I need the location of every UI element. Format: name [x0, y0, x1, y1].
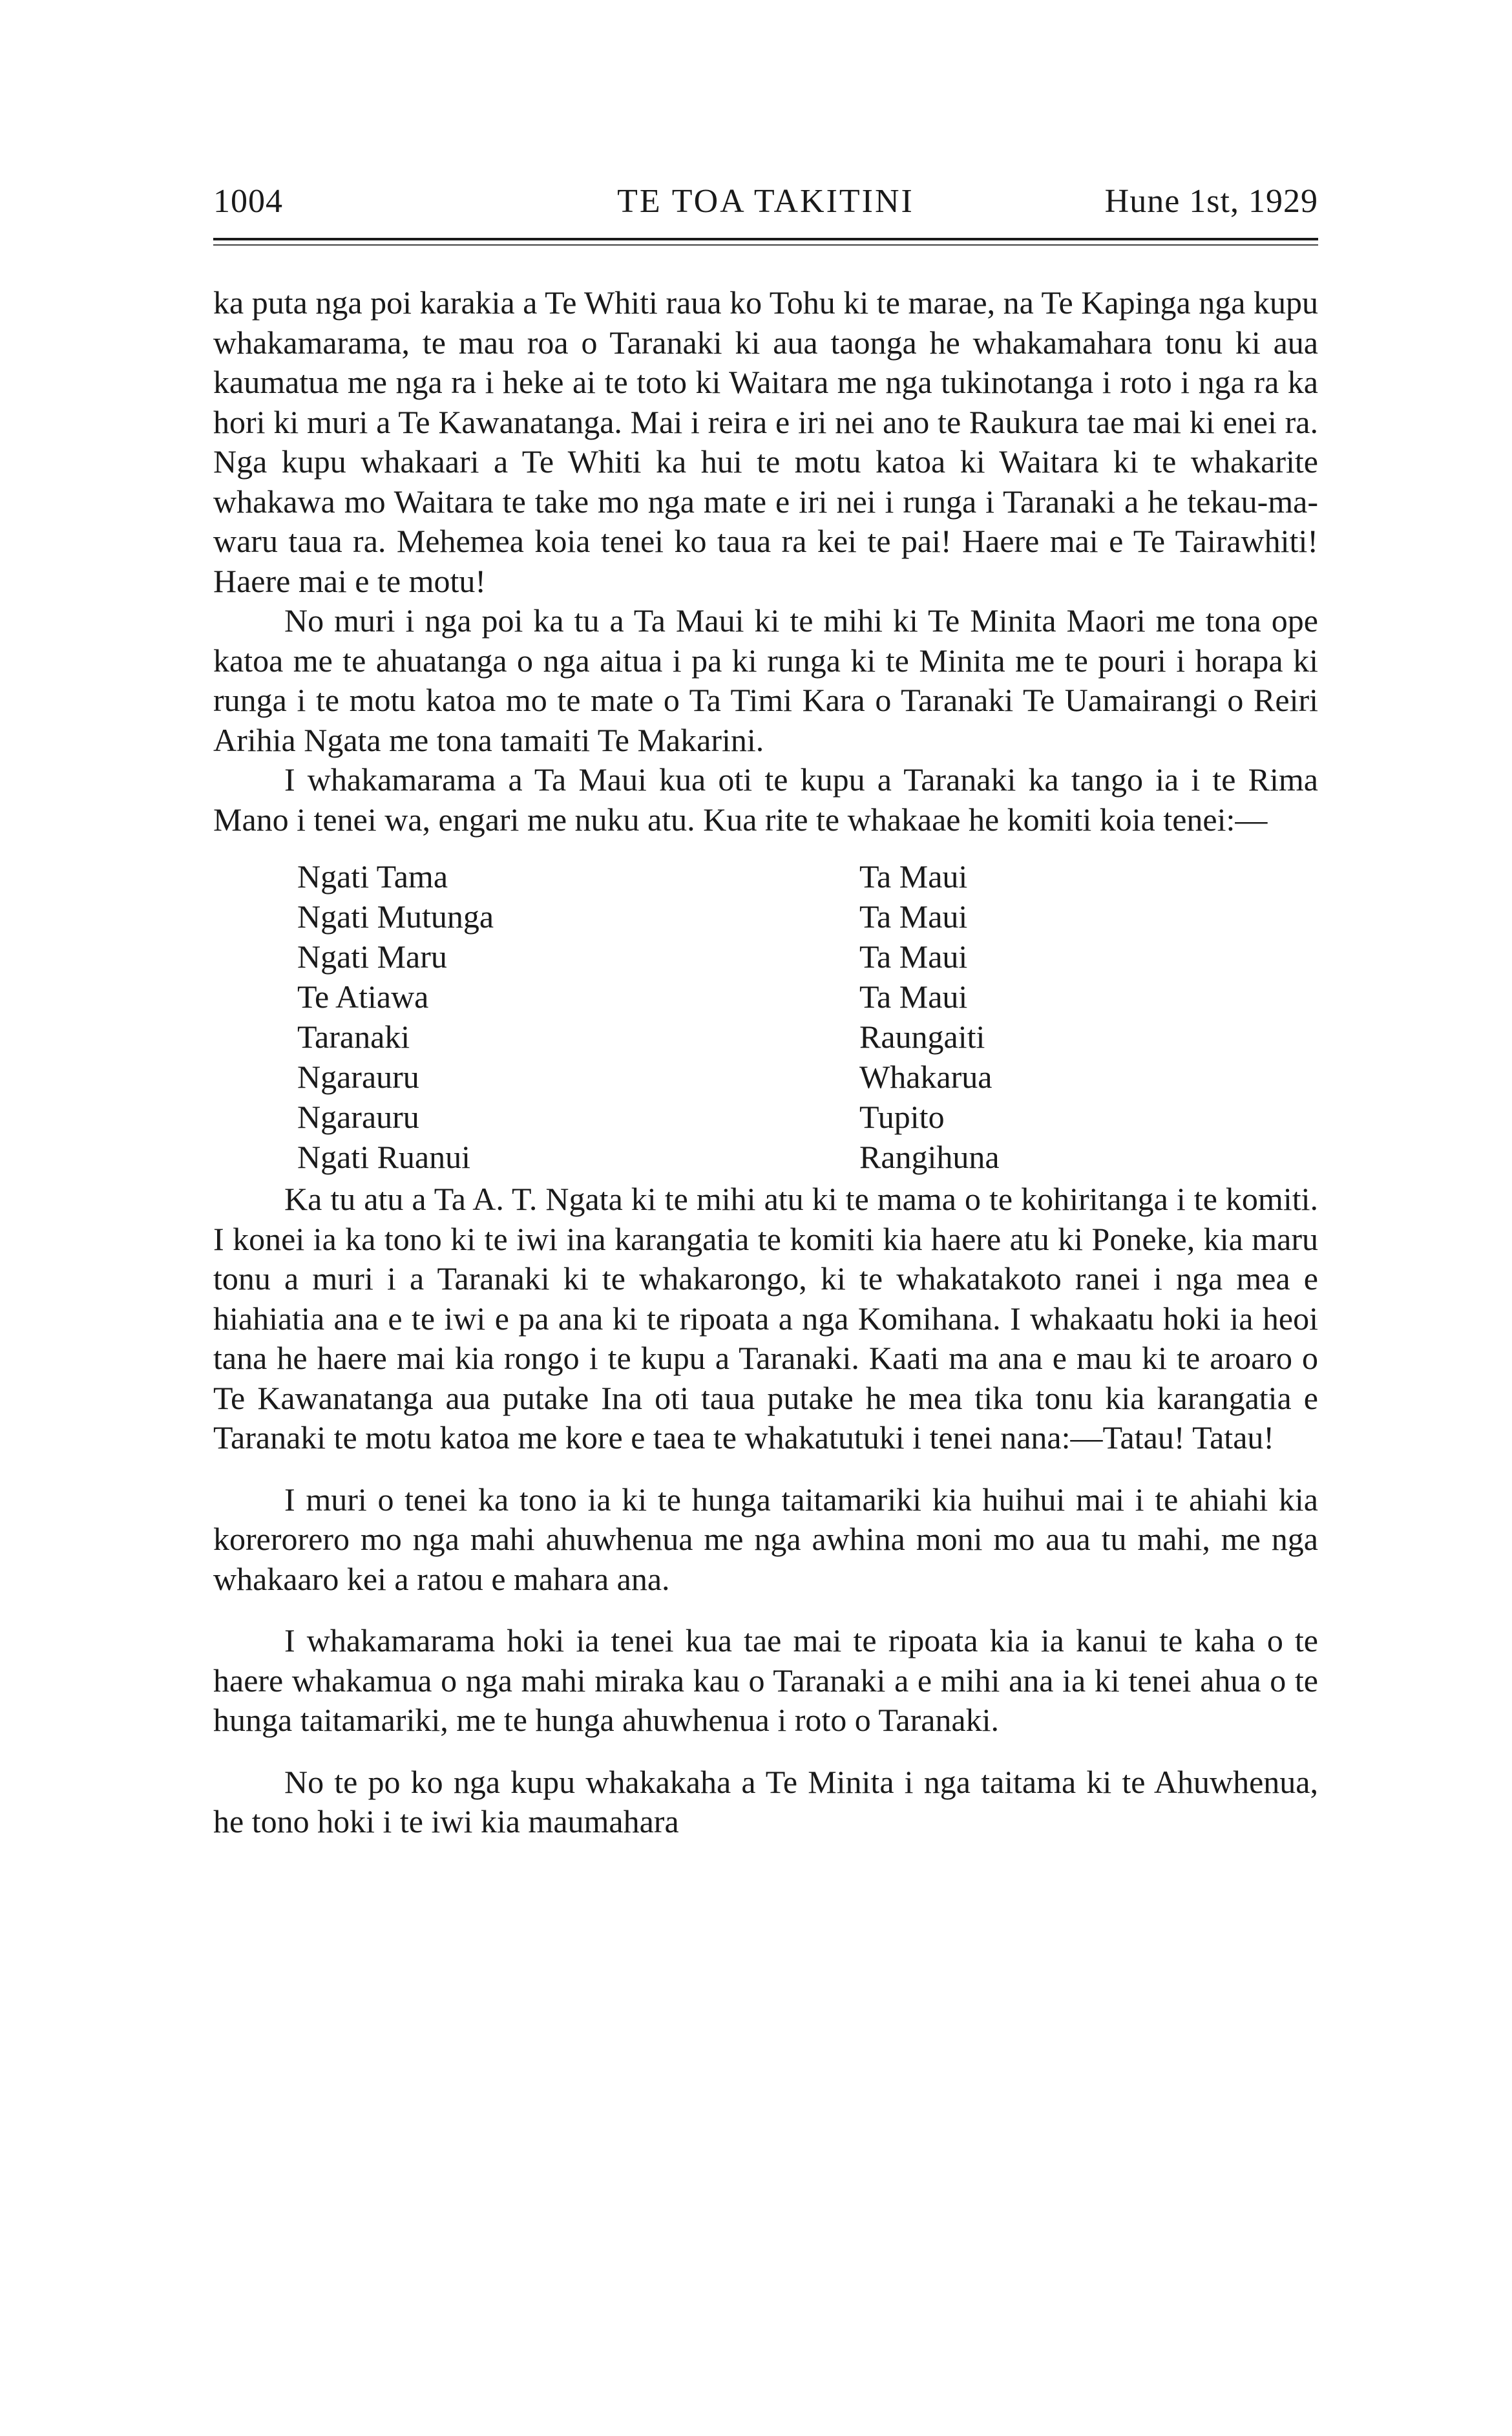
tribe-name: Ngati Tama [297, 858, 448, 895]
tribe-name: Ngati Ruanui [297, 1139, 471, 1175]
committee-row [213, 977, 1318, 1017]
paragraph: No te po ko nga kupu whakakaha a Te Minita i nga taitama ki te Ahuwhenua, he tono hoki i te iwi kia maumahara [213, 1763, 1318, 1839]
committee-row [213, 1137, 1318, 1177]
tribe-name: Ngati Maru [297, 938, 447, 975]
paragraph: I whakamarama hoki ia tenei kua tae mai te ripoata kia ia kanui te kaha o te haere whakamua o nga mahi miraka kau o Taranaki a e mihi ana ia ki tenei ahua o te hunga taitamariki, me te hunga ahuwhenua i roto o Taranaki. [213, 1622, 1318, 1738]
journal-title: TE TOA TAKITINI [617, 183, 914, 220]
article-body [213, 283, 1318, 1842]
committee-row [213, 1097, 1318, 1137]
committee-list [213, 856, 1318, 1177]
paragraph: I muri o tenei ka tono ia ki te hunga taitamariki kia huihui mai i te ahiahi kia korerorero mo nga mahi ahuwhenua me nga awhina moni mo aua tu mahi, me nga whakaaro kei a ratou e mahara ana. [213, 1481, 1318, 1597]
paragraph: No muri i nga poi ka tu a Ta Maui ki te mihi ki Te Minita Maori me tona ope katoa me te ahuatanga o nga aitua i pa ki runga ki te Minita me te pouri i horapa ki runga i te motu katoa mo te mate o Ta Timi Kara o Taranaki Te Uamairangi o Reiri Arihia Ngata me tona tamaiti Te Makarini. [213, 602, 1318, 758]
paragraph: Ka tu atu a Ta A. T. Ngata ki te mihi atu ki te mama o te kohiritanga i te komiti. I konei ia ka tono ki te iwi ina karangatia te komiti kia haere atu ki Poneke, kia maru tonu a muri i a Taranaki ki te whakarongo, ki te whakatakoto ranei i nga mea e hiahiatia ana e te iwi e pa ana ki te ripoata a nga Komihana. I whakaatu hoki ia heoi tana he haere mai kia rongo i te kupu a Taranaki. Kaati ma ana e mau ki te aroaro o Te Kawanatanga aua putake Ina oti taua putake he mea tika tonu kia karangatia e Taranaki te motu katoa me kore e taea te whakatutuki i tenei nana:—Tatau! Tatau! [213, 1181, 1318, 1456]
header-rule [213, 238, 1318, 240]
committee-member: Rangihuna [859, 1139, 1000, 1175]
committee-member: Ta Maui [859, 858, 968, 895]
committee-member: Ta Maui [859, 898, 968, 935]
committee-member: Tupito [859, 1099, 945, 1135]
paragraph-continued: ka puta nga poi karakia a Te Whiti raua ko Tohu ki te marae, na Te Kapinga nga kupu whakamarama, te mau roa o Taranaki ki aua taonga he whakamahara tonu ki aua kaumatua me nga ra i heke ai te toto ki Waitara me nga tukinotanga i roto i nga ra ka hori ki muri a Te Kawanatanga. Mai i reira e iri nei ano te Raukura tae mai ki enei ra. Nga kupu whakaari a Te Whiti ka hui te motu katoa ki Waitara ki te whakarite whakawa mo Waitara te take mo nga mate e iri nei i runga i Taranaki a he tekau-ma-waru taua ra. Mehemea koia tenei ko taua ra kei te pai! Haere mai e Te Tairawhiti! Haere mai e te motu! [213, 284, 1318, 599]
committee-member: Ta Maui [859, 979, 968, 1015]
committee-member: Ta Maui [859, 938, 968, 975]
header-rule-thin [213, 244, 1318, 246]
committee-row [213, 937, 1318, 977]
committee-row [213, 1057, 1318, 1097]
tribe-name: Te Atiawa [297, 979, 429, 1015]
committee-row [213, 856, 1318, 896]
committee-row [213, 1017, 1318, 1057]
committee-member: Whakarua [859, 1059, 992, 1095]
running-header [213, 182, 1318, 228]
committee-row [213, 896, 1318, 937]
tribe-name: Ngarauru [297, 1099, 419, 1135]
tribe-name: Ngarauru [297, 1059, 419, 1095]
page-number: 1004 [213, 183, 283, 220]
issue-date: Hune 1st, 1929 [1104, 183, 1318, 220]
committee-member: Raungaiti [859, 1019, 985, 1055]
tribe-name: Ngati Mutunga [297, 898, 494, 935]
tribe-name: Taranaki [297, 1019, 410, 1055]
paragraph: I whakamarama a Ta Maui kua oti te kupu a Taranaki ka tango ia i te Rima Mano i tenei wa, engari me nuku atu. Kua rite te whakaae he komiti koia tenei:— [213, 761, 1318, 838]
